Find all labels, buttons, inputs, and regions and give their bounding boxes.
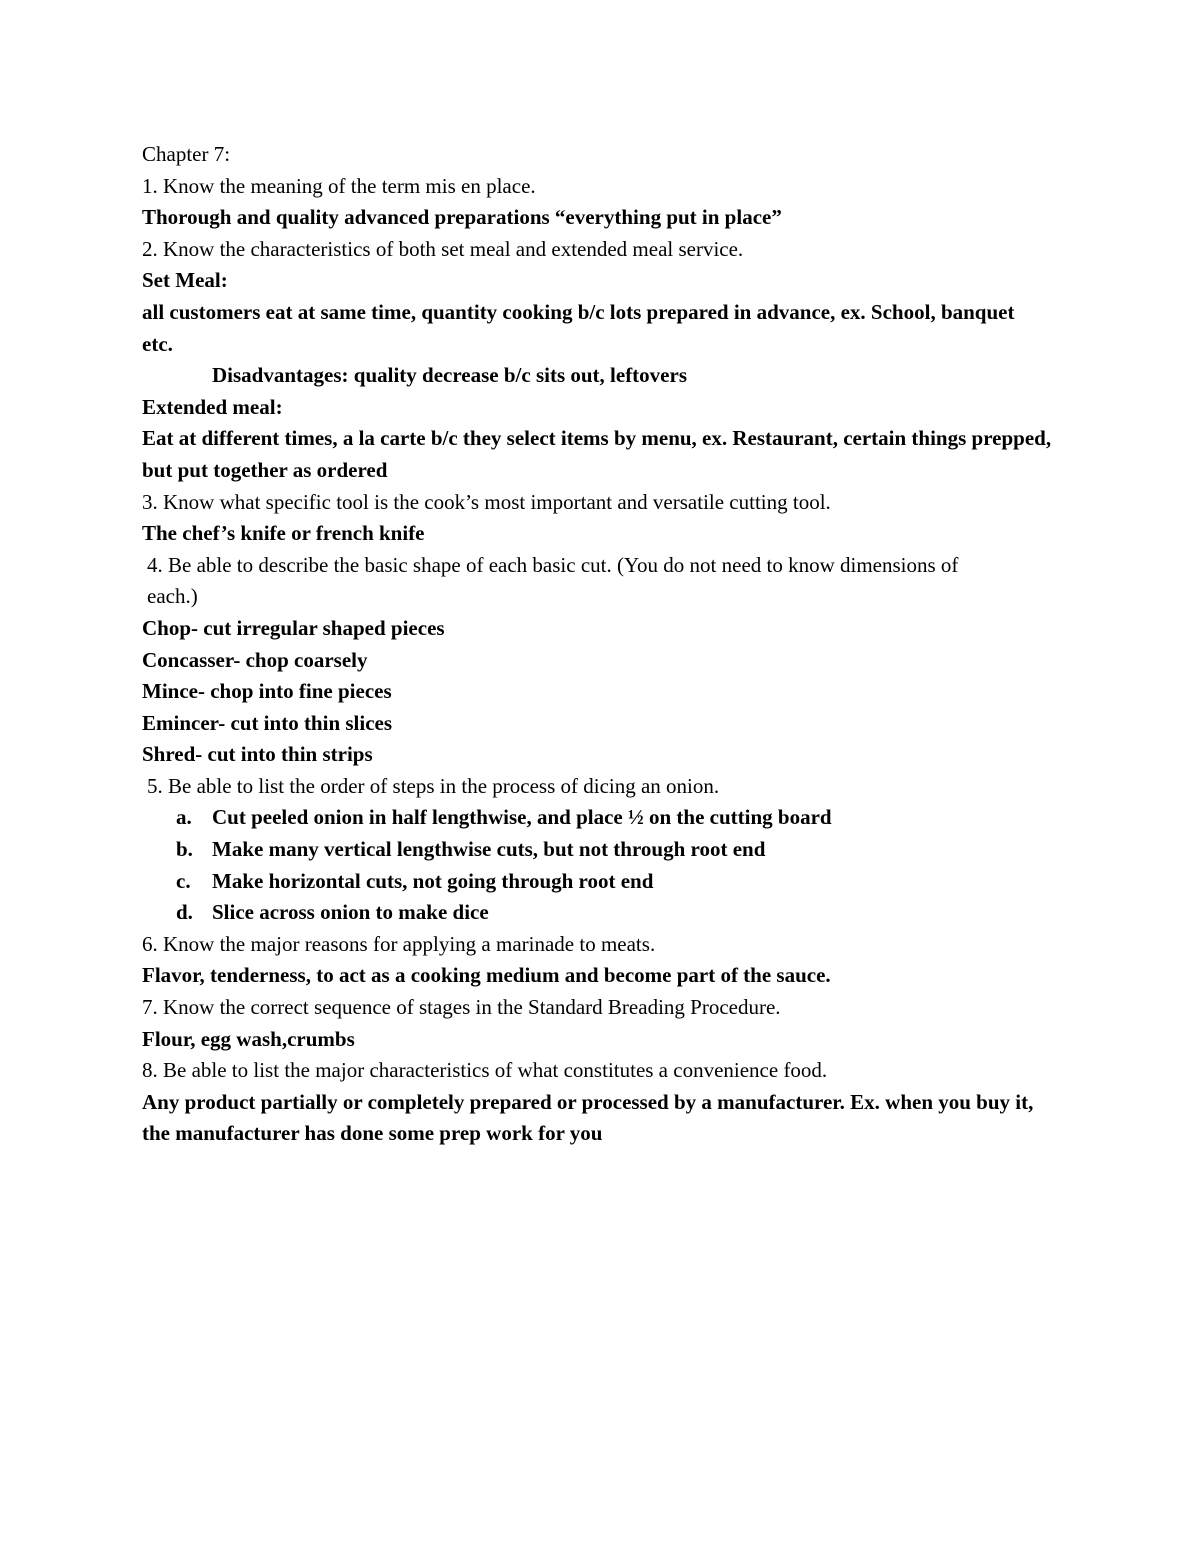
list-marker: c.: [176, 868, 191, 893]
list-item-text: Make many vertical lengthwise cuts, but not through root end: [212, 837, 766, 862]
answer-6: Flavor, tenderness, to act as a cooking medium and become part of the sauce.: [142, 963, 831, 988]
question-1: 1. Know the meaning of the term mis en place.: [142, 173, 536, 198]
question-5: 5. Be able to list the order of steps in the process of dicing an onion.: [147, 773, 720, 798]
list-item-text: Make horizontal cuts, not going through root end: [212, 868, 654, 893]
cut-mince: Mince- chop into fine pieces: [142, 679, 392, 704]
question-2: 2. Know the characteristics of both set meal and extended meal service.: [142, 236, 744, 261]
answer-3: The chef’s knife or french knife: [142, 521, 425, 546]
list-marker: b.: [176, 837, 193, 862]
question-7: 7. Know the correct sequence of stages in the Standard Breading Procedure.: [142, 995, 781, 1020]
question-3: 3. Know what specific tool is the cook’s most important and versatile cutting tool.: [142, 489, 831, 514]
cut-chop: Chop- cut irregular shaped pieces: [142, 615, 445, 640]
answer-8: Any product partially or completely prepared or processed by a manufacturer. Ex. when you buy it, the manufacturer has done some prep work for you: [142, 1089, 1034, 1146]
set-meal-label: Set Meal:: [142, 268, 228, 293]
list-item: [142, 802, 1082, 834]
cut-emincer: Emincer- cut into thin slices: [142, 710, 393, 735]
list-item-text: Cut peeled onion in half lengthwise, and place ½ on the cutting board: [212, 805, 832, 830]
cut-shred: Shred- cut into thin strips: [142, 742, 373, 767]
set-meal-disadvantages: Disadvantages: quality decrease b/c sits out, leftovers: [212, 363, 687, 388]
answer-7: Flour, egg wash,crumbs: [142, 1026, 355, 1051]
document-page: [142, 139, 1082, 1150]
list-item: [142, 834, 1082, 866]
list-marker: a.: [176, 805, 192, 830]
question-6: 6. Know the major reasons for applying a marinade to meats.: [142, 931, 656, 956]
extended-meal-label: Extended meal:: [142, 394, 283, 419]
answer-1: Thorough and quality advanced preparations “everything put in place”: [142, 205, 782, 230]
list-item: [142, 866, 1082, 898]
question-4: 4. Be able to describe the basic shape of each basic cut. (You do not need to know dimensions of each.): [147, 552, 959, 609]
cut-concasser: Concasser- chop coarsely: [142, 647, 368, 672]
list-marker: d.: [176, 900, 193, 925]
list-item: [142, 897, 1082, 929]
list-item-text: Slice across onion to make dice: [212, 900, 489, 925]
chapter-heading: Chapter 7:: [142, 142, 231, 166]
question-8: 8. Be able to list the major characteristics of what constitutes a convenience food.: [142, 1058, 828, 1083]
set-meal-text: all customers eat at same time, quantity cooking b/c lots prepared in advance, ex. School, banquet etc.: [142, 299, 1015, 356]
extended-meal-text: Eat at different times, a la carte b/c they select items by menu, ex. Restaurant, certain things prepped, but put together as ordered: [142, 426, 1052, 482]
